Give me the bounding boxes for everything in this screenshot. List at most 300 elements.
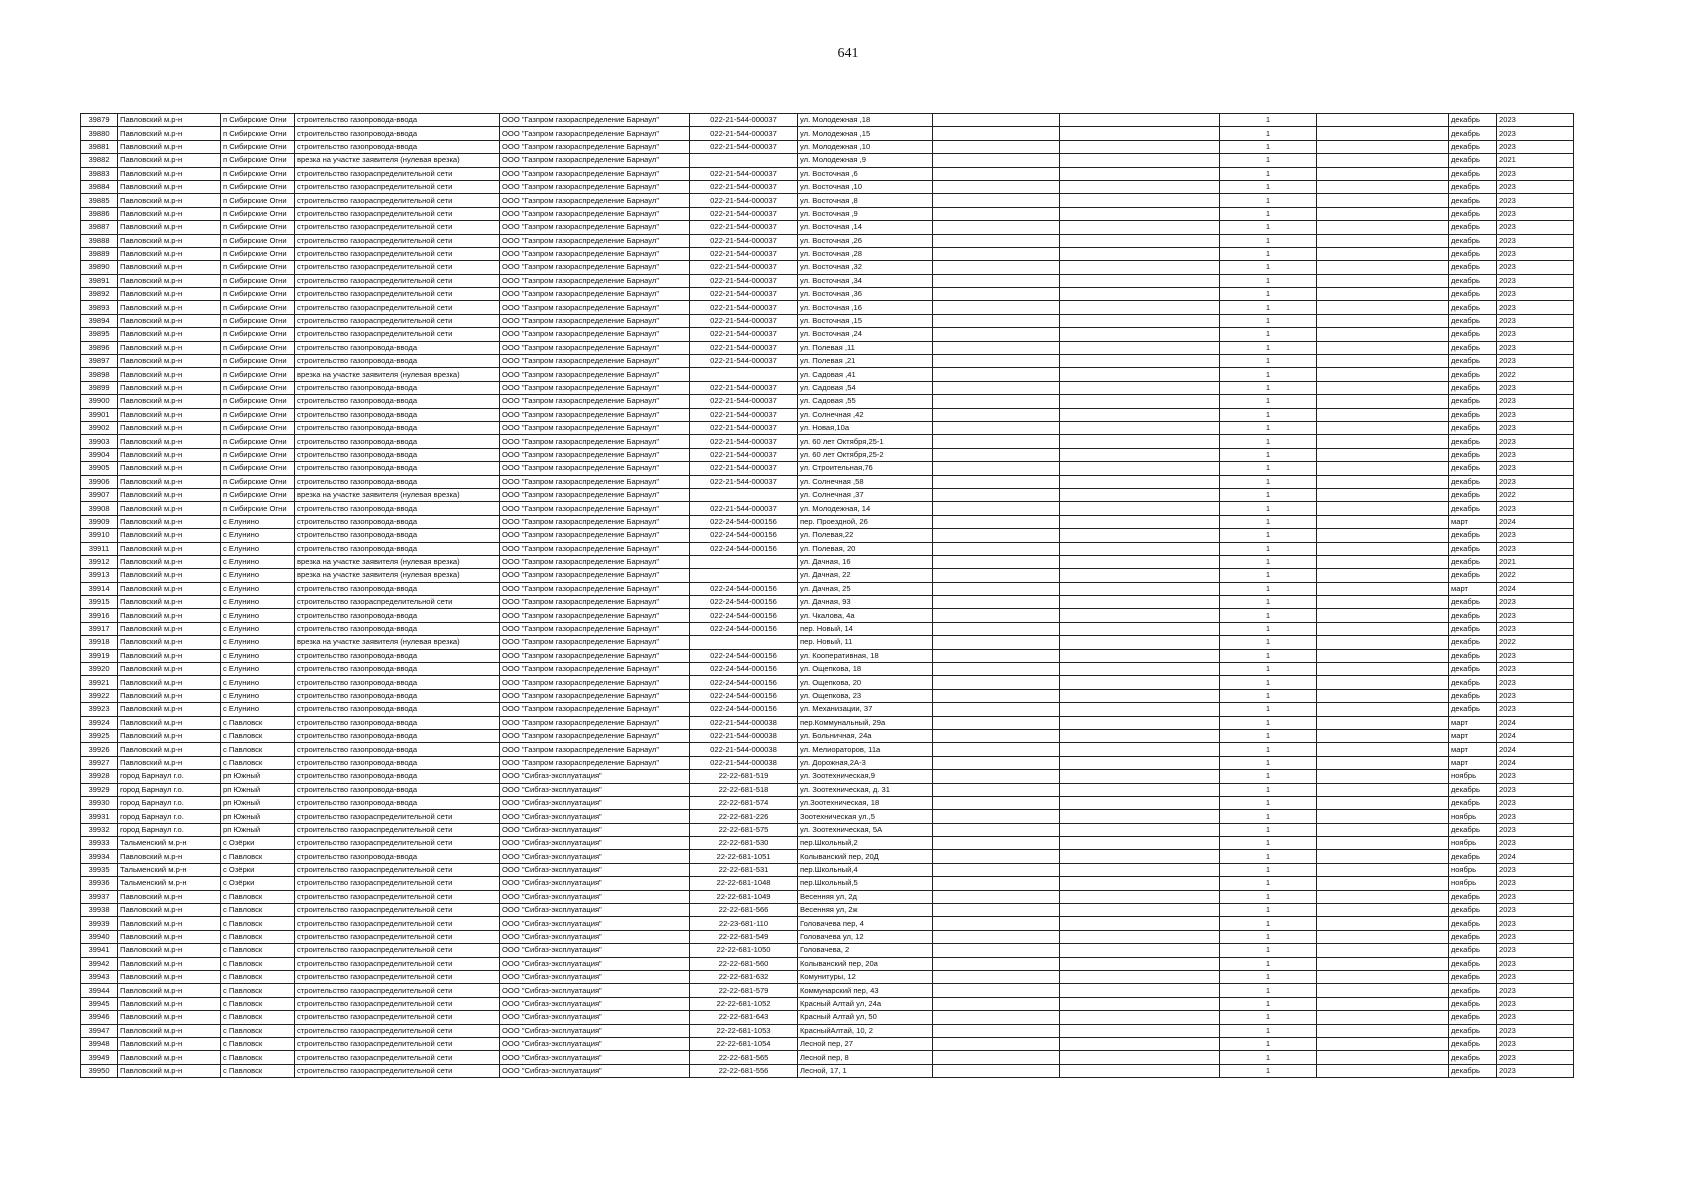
cell-row-number: 39907 (81, 488, 118, 501)
cell-month: декабрь (1449, 823, 1497, 836)
cell-quantity: 1 (1220, 770, 1317, 783)
cell-work-type: строительство газораспределительной сети (295, 837, 500, 850)
cell-row-number: 39903 (81, 435, 118, 448)
cell-address: ул. Восточная ,32 (798, 261, 933, 274)
cell-empty-col-8 (933, 555, 1060, 568)
cell-work-type: строительство газораспределительной сети (295, 890, 500, 903)
cell-work-type: строительство газораспределительной сети (295, 957, 500, 970)
cell-empty-col-11 (1317, 783, 1449, 796)
cell-month: декабрь (1449, 984, 1497, 997)
cell-district: Павловский м.р-н (118, 234, 221, 247)
cell-license-number: 022-21-544-000037 (690, 261, 798, 274)
cell-settlement: с Елунино (221, 663, 295, 676)
cell-empty-col-9 (1060, 770, 1220, 783)
cell-quantity: 1 (1220, 462, 1317, 475)
cell-empty-col-11 (1317, 957, 1449, 970)
cell-address: ул. Молодежная ,10 (798, 140, 933, 153)
table-row (81, 247, 1574, 260)
cell-work-type: врезка на участке заявителя (нулевая врезка) (295, 569, 500, 582)
cell-work-type: строительство газопровода-ввода (295, 703, 500, 716)
cell-settlement: п Сибирские Огни (221, 341, 295, 354)
cell-address: ул. Восточная ,15 (798, 314, 933, 327)
cell-address: ул. Дачная, 16 (798, 555, 933, 568)
table-row (81, 823, 1574, 836)
cell-empty-col-8 (933, 863, 1060, 876)
cell-work-type: строительство газопровода-ввода (295, 421, 500, 434)
cell-empty-col-11 (1317, 194, 1449, 207)
cell-month: март (1449, 582, 1497, 595)
cell-empty-col-9 (1060, 381, 1220, 394)
cell-address: Головачева пер, 4 (798, 917, 933, 930)
cell-row-number: 39925 (81, 729, 118, 742)
table-row (81, 850, 1574, 863)
cell-empty-col-9 (1060, 408, 1220, 421)
cell-organization: ООО "Сибгаз-эксплуатация" (500, 984, 690, 997)
cell-quantity: 1 (1220, 421, 1317, 434)
cell-row-number: 39886 (81, 207, 118, 220)
cell-row-number: 39918 (81, 636, 118, 649)
cell-organization: ООО "Сибгаз-эксплуатация" (500, 1024, 690, 1037)
cell-address: ул. Молодежная ,15 (798, 127, 933, 140)
cell-organization: ООО "Газпром газораспределение Барнаул" (500, 288, 690, 301)
cell-quantity: 1 (1220, 234, 1317, 247)
cell-row-number: 39944 (81, 984, 118, 997)
cell-organization: ООО "Газпром газораспределение Барнаул" (500, 462, 690, 475)
cell-district: Павловский м.р-н (118, 1024, 221, 1037)
cell-month: декабрь (1449, 689, 1497, 702)
cell-empty-col-8 (933, 636, 1060, 649)
cell-empty-col-11 (1317, 408, 1449, 421)
table-row (81, 207, 1574, 220)
cell-empty-col-8 (933, 756, 1060, 769)
cell-address: ул. Механизации, 37 (798, 703, 933, 716)
cell-district: Павловский м.р-н (118, 421, 221, 434)
cell-settlement: с Елунино (221, 515, 295, 528)
table-row (81, 689, 1574, 702)
cell-year: 2023 (1497, 381, 1574, 394)
cell-empty-col-9 (1060, 756, 1220, 769)
cell-organization: ООО "Газпром газораспределение Барнаул" (500, 408, 690, 421)
cell-empty-col-8 (933, 823, 1060, 836)
table-row (81, 542, 1574, 555)
cell-year: 2023 (1497, 1037, 1574, 1050)
cell-address: ул. Ощепкова, 18 (798, 663, 933, 676)
cell-year: 2023 (1497, 971, 1574, 984)
cell-organization: ООО "Газпром газораспределение Барнаул" (500, 221, 690, 234)
cell-quantity: 1 (1220, 435, 1317, 448)
cell-row-number: 39946 (81, 1011, 118, 1024)
cell-empty-col-9 (1060, 622, 1220, 635)
page-number: 641 (837, 46, 859, 61)
cell-year: 2023 (1497, 114, 1574, 127)
cell-work-type: строительство газораспределительной сети (295, 221, 500, 234)
cell-year: 2023 (1497, 649, 1574, 662)
cell-district: Павловский м.р-н (118, 515, 221, 528)
cell-license-number: 22-22-681-531 (690, 863, 798, 876)
cell-year: 2023 (1497, 127, 1574, 140)
cell-license-number: 22-22-681-575 (690, 823, 798, 836)
table-row (81, 154, 1574, 167)
cell-empty-col-8 (933, 368, 1060, 381)
cell-organization: ООО "Газпром газораспределение Барнаул" (500, 314, 690, 327)
cell-empty-col-9 (1060, 850, 1220, 863)
cell-address: ул. 60 лет Октября,25-1 (798, 435, 933, 448)
cell-quantity: 1 (1220, 301, 1317, 314)
cell-license-number: 022-21-544-000037 (690, 448, 798, 461)
cell-quantity: 1 (1220, 140, 1317, 153)
cell-organization: ООО "Газпром газораспределение Барнаул" (500, 569, 690, 582)
cell-quantity: 1 (1220, 542, 1317, 555)
table-row (81, 796, 1574, 809)
cell-district: Павловский м.р-н (118, 904, 221, 917)
cell-settlement: с Елунино (221, 596, 295, 609)
cell-address: ул. Восточная ,34 (798, 274, 933, 287)
cell-empty-col-9 (1060, 167, 1220, 180)
cell-row-number: 39900 (81, 395, 118, 408)
cell-empty-col-11 (1317, 729, 1449, 742)
cell-empty-col-11 (1317, 743, 1449, 756)
cell-empty-col-11 (1317, 716, 1449, 729)
table-row (81, 274, 1574, 287)
table-row (81, 1024, 1574, 1037)
cell-empty-col-8 (933, 796, 1060, 809)
cell-quantity: 1 (1220, 529, 1317, 542)
cell-month: декабрь (1449, 207, 1497, 220)
cell-year: 2023 (1497, 180, 1574, 193)
cell-organization: ООО "Газпром газораспределение Барнаул" (500, 114, 690, 127)
cell-quantity: 1 (1220, 274, 1317, 287)
cell-district: Павловский м.р-н (118, 676, 221, 689)
cell-license-number: 022-21-544-000037 (690, 475, 798, 488)
cell-settlement: с Павловск (221, 743, 295, 756)
cell-district: Павловский м.р-н (118, 1037, 221, 1050)
cell-empty-col-11 (1317, 582, 1449, 595)
cell-address: ул. Солнечная ,42 (798, 408, 933, 421)
cell-work-type: строительство газораспределительной сети (295, 984, 500, 997)
cell-row-number: 39941 (81, 944, 118, 957)
cell-license-number: 022-21-544-000038 (690, 743, 798, 756)
cell-organization: ООО "Сибгаз-эксплуатация" (500, 957, 690, 970)
cell-settlement: п Сибирские Огни (221, 421, 295, 434)
cell-empty-col-11 (1317, 810, 1449, 823)
cell-settlement: п Сибирские Огни (221, 167, 295, 180)
cell-license-number: 022-21-544-000037 (690, 247, 798, 260)
cell-empty-col-8 (933, 314, 1060, 327)
cell-row-number: 39939 (81, 917, 118, 930)
cell-organization: ООО "Газпром газораспределение Барнаул" (500, 368, 690, 381)
cell-empty-col-11 (1317, 890, 1449, 903)
cell-row-number: 39908 (81, 502, 118, 515)
cell-empty-col-11 (1317, 609, 1449, 622)
cell-district: Павловский м.р-н (118, 756, 221, 769)
cell-license-number: 022-21-544-000038 (690, 756, 798, 769)
cell-license-number: 022-21-544-000037 (690, 395, 798, 408)
cell-empty-col-11 (1317, 261, 1449, 274)
cell-month: декабрь (1449, 555, 1497, 568)
cell-address: ул. Солнечная ,58 (798, 475, 933, 488)
cell-settlement: с Павловск (221, 997, 295, 1010)
cell-quantity: 1 (1220, 877, 1317, 890)
cell-settlement: п Сибирские Огни (221, 288, 295, 301)
cell-empty-col-8 (933, 114, 1060, 127)
cell-empty-col-9 (1060, 475, 1220, 488)
table-row (81, 1037, 1574, 1050)
cell-organization: ООО "Газпром газораспределение Барнаул" (500, 395, 690, 408)
cell-address: Головачева ул, 12 (798, 930, 933, 943)
table-row (81, 167, 1574, 180)
cell-month: декабрь (1449, 127, 1497, 140)
cell-address: ул. Полевая, 20 (798, 542, 933, 555)
cell-empty-col-8 (933, 596, 1060, 609)
cell-organization: ООО "Сибгаз-эксплуатация" (500, 810, 690, 823)
cell-district: город Барнаул г.о. (118, 823, 221, 836)
cell-year: 2023 (1497, 328, 1574, 341)
cell-empty-col-11 (1317, 114, 1449, 127)
cell-organization: ООО "Газпром газораспределение Барнаул" (500, 756, 690, 769)
cell-empty-col-8 (933, 743, 1060, 756)
cell-address: ул. Восточная ,16 (798, 301, 933, 314)
cell-year: 2023 (1497, 221, 1574, 234)
cell-organization: ООО "Сибгаз-эксплуатация" (500, 863, 690, 876)
cell-license-number: 022-21-544-000037 (690, 167, 798, 180)
cell-settlement: с Павловск (221, 1024, 295, 1037)
cell-empty-col-8 (933, 971, 1060, 984)
cell-quantity: 1 (1220, 381, 1317, 394)
cell-district: Павловский м.р-н (118, 582, 221, 595)
cell-empty-col-9 (1060, 288, 1220, 301)
cell-address: Лесной пер, 27 (798, 1037, 933, 1050)
cell-row-number: 39879 (81, 114, 118, 127)
cell-quantity: 1 (1220, 890, 1317, 903)
cell-license-number (690, 555, 798, 568)
cell-district: Павловский м.р-н (118, 689, 221, 702)
cell-month: декабрь (1449, 944, 1497, 957)
cell-empty-col-9 (1060, 127, 1220, 140)
cell-month: декабрь (1449, 796, 1497, 809)
cell-year: 2023 (1497, 609, 1574, 622)
cell-license-number: 22-22-681-556 (690, 1064, 798, 1077)
cell-row-number: 39892 (81, 288, 118, 301)
cell-quantity: 1 (1220, 743, 1317, 756)
cell-empty-col-9 (1060, 636, 1220, 649)
cell-empty-col-8 (933, 542, 1060, 555)
cell-empty-col-11 (1317, 1024, 1449, 1037)
table-row (81, 435, 1574, 448)
cell-work-type: строительство газораспределительной сети (295, 1011, 500, 1024)
cell-year: 2022 (1497, 368, 1574, 381)
cell-empty-col-9 (1060, 1011, 1220, 1024)
cell-empty-col-8 (933, 261, 1060, 274)
cell-row-number: 39890 (81, 261, 118, 274)
cell-address: Зоотехническая ул.,5 (798, 810, 933, 823)
data-table (80, 113, 1574, 1078)
cell-settlement: рп Южный (221, 796, 295, 809)
cell-license-number: 022-21-544-000037 (690, 408, 798, 421)
cell-month: декабрь (1449, 288, 1497, 301)
cell-settlement: п Сибирские Огни (221, 140, 295, 153)
cell-empty-col-9 (1060, 676, 1220, 689)
cell-row-number: 39902 (81, 421, 118, 434)
table-row (81, 569, 1574, 582)
cell-district: Павловский м.р-н (118, 395, 221, 408)
cell-license-number: 022-24-544-000156 (690, 529, 798, 542)
cell-year: 2023 (1497, 676, 1574, 689)
cell-work-type: строительство газораспределительной сети (295, 904, 500, 917)
cell-organization: ООО "Сибгаз-эксплуатация" (500, 1064, 690, 1077)
cell-district: город Барнаул г.о. (118, 770, 221, 783)
cell-month: декабрь (1449, 221, 1497, 234)
cell-settlement: с Павловск (221, 890, 295, 903)
cell-license-number: 22-22-681-1051 (690, 850, 798, 863)
cell-settlement: п Сибирские Огни (221, 314, 295, 327)
cell-license-number: 22-22-681-519 (690, 770, 798, 783)
cell-row-number: 39889 (81, 247, 118, 260)
cell-settlement: с Елунино (221, 676, 295, 689)
cell-row-number: 39950 (81, 1064, 118, 1077)
cell-license-number: 022-21-544-000037 (690, 421, 798, 434)
cell-settlement: п Сибирские Огни (221, 221, 295, 234)
cell-address: ул. Солнечная ,37 (798, 488, 933, 501)
cell-organization: ООО "Газпром газораспределение Барнаул" (500, 355, 690, 368)
cell-quantity: 1 (1220, 154, 1317, 167)
cell-empty-col-11 (1317, 140, 1449, 153)
cell-settlement: с Павловск (221, 1037, 295, 1050)
cell-month: ноябрь (1449, 863, 1497, 876)
cell-month: декабрь (1449, 475, 1497, 488)
cell-empty-col-9 (1060, 1051, 1220, 1064)
cell-district: Павловский м.р-н (118, 743, 221, 756)
cell-work-type: строительство газораспределительной сети (295, 823, 500, 836)
cell-quantity: 1 (1220, 984, 1317, 997)
cell-district: Павловский м.р-н (118, 355, 221, 368)
cell-year: 2023 (1497, 194, 1574, 207)
cell-work-type: строительство газопровода-ввода (295, 676, 500, 689)
cell-address: ул. Садовая ,54 (798, 381, 933, 394)
cell-empty-col-8 (933, 1024, 1060, 1037)
cell-row-number: 39949 (81, 1051, 118, 1064)
cell-work-type: строительство газораспределительной сети (295, 810, 500, 823)
cell-district: Павловский м.р-н (118, 381, 221, 394)
cell-empty-col-11 (1317, 355, 1449, 368)
cell-empty-col-8 (933, 837, 1060, 850)
cell-district: Павловский м.р-н (118, 1011, 221, 1024)
cell-license-number: 22-22-681-1050 (690, 944, 798, 957)
cell-settlement: с Павловск (221, 729, 295, 742)
cell-empty-col-11 (1317, 877, 1449, 890)
cell-row-number: 39901 (81, 408, 118, 421)
cell-row-number: 39880 (81, 127, 118, 140)
cell-address: Весенняя ул, 2д (798, 890, 933, 903)
cell-work-type: строительство газораспределительной сети (295, 180, 500, 193)
cell-empty-col-9 (1060, 542, 1220, 555)
cell-month: март (1449, 716, 1497, 729)
cell-year: 2023 (1497, 783, 1574, 796)
cell-row-number: 39930 (81, 796, 118, 809)
cell-work-type: строительство газопровода-ввода (295, 408, 500, 421)
cell-district: Павловский м.р-н (118, 944, 221, 957)
cell-settlement: п Сибирские Огни (221, 274, 295, 287)
cell-quantity: 1 (1220, 796, 1317, 809)
cell-row-number: 39932 (81, 823, 118, 836)
table-row (81, 555, 1574, 568)
table-row (81, 863, 1574, 876)
cell-work-type: строительство газопровода-ввода (295, 435, 500, 448)
cell-year: 2024 (1497, 756, 1574, 769)
cell-empty-col-11 (1317, 596, 1449, 609)
cell-organization: ООО "Газпром газораспределение Барнаул" (500, 301, 690, 314)
cell-organization: ООО "Газпром газораспределение Барнаул" (500, 421, 690, 434)
cell-empty-col-9 (1060, 1064, 1220, 1077)
table-row (81, 127, 1574, 140)
cell-settlement: рп Южный (221, 823, 295, 836)
cell-empty-col-11 (1317, 234, 1449, 247)
cell-license-number: 22-23-681-110 (690, 917, 798, 930)
cell-license-number: 022-21-544-000037 (690, 301, 798, 314)
cell-month: декабрь (1449, 421, 1497, 434)
cell-district: Павловский м.р-н (118, 261, 221, 274)
cell-year: 2024 (1497, 716, 1574, 729)
cell-address: Красный Алтай ул, 50 (798, 1011, 933, 1024)
cell-year: 2023 (1497, 448, 1574, 461)
cell-organization: ООО "Сибгаз-эксплуатация" (500, 770, 690, 783)
cell-address: ул. Молодежная, 14 (798, 502, 933, 515)
cell-year: 2023 (1497, 261, 1574, 274)
cell-month: декабрь (1449, 355, 1497, 368)
cell-row-number: 39942 (81, 957, 118, 970)
cell-district: Павловский м.р-н (118, 127, 221, 140)
cell-row-number: 39909 (81, 515, 118, 528)
table-row (81, 488, 1574, 501)
cell-work-type: строительство газопровода-ввода (295, 515, 500, 528)
cell-year: 2022 (1497, 636, 1574, 649)
cell-row-number: 39894 (81, 314, 118, 327)
cell-month: декабрь (1449, 971, 1497, 984)
cell-work-type: строительство газораспределительной сети (295, 917, 500, 930)
cell-license-number (690, 569, 798, 582)
cell-organization: ООО "Газпром газораспределение Барнаул" (500, 703, 690, 716)
cell-empty-col-9 (1060, 194, 1220, 207)
cell-year: 2024 (1497, 729, 1574, 742)
cell-district: Павловский м.р-н (118, 475, 221, 488)
cell-organization: ООО "Газпром газораспределение Барнаул" (500, 328, 690, 341)
cell-district: Павловский м.р-н (118, 221, 221, 234)
cell-row-number: 39924 (81, 716, 118, 729)
cell-empty-col-8 (933, 930, 1060, 943)
cell-quantity: 1 (1220, 569, 1317, 582)
table-row (81, 395, 1574, 408)
cell-quantity: 1 (1220, 475, 1317, 488)
cell-month: декабрь (1449, 301, 1497, 314)
table-row (81, 1064, 1574, 1077)
cell-empty-col-9 (1060, 971, 1220, 984)
cell-quantity: 1 (1220, 582, 1317, 595)
table-row (81, 368, 1574, 381)
table-row (81, 475, 1574, 488)
cell-empty-col-9 (1060, 810, 1220, 823)
cell-district: Павловский м.р-н (118, 609, 221, 622)
cell-work-type: строительство газораспределительной сети (295, 877, 500, 890)
cell-license-number: 022-24-544-000156 (690, 622, 798, 635)
cell-district: Павловский м.р-н (118, 649, 221, 662)
table-row (81, 609, 1574, 622)
cell-month: декабрь (1449, 904, 1497, 917)
cell-year: 2023 (1497, 274, 1574, 287)
cell-organization: ООО "Газпром газораспределение Барнаул" (500, 207, 690, 220)
cell-empty-col-9 (1060, 944, 1220, 957)
cell-address: ул. Зоотехническая, 5А (798, 823, 933, 836)
cell-address: ул. Садовая ,41 (798, 368, 933, 381)
cell-settlement: п Сибирские Огни (221, 435, 295, 448)
